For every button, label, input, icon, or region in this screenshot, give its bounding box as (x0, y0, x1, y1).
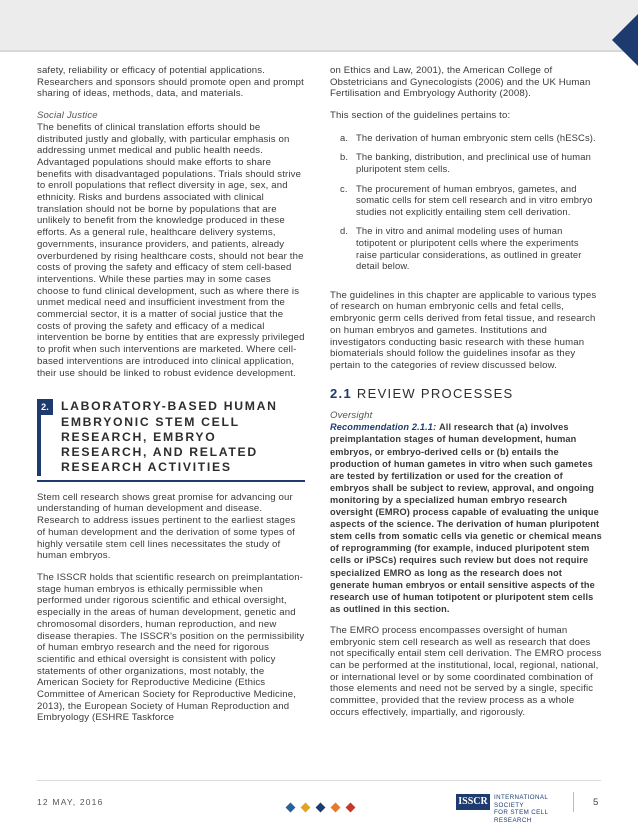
oversight-heading: Oversight (330, 409, 373, 421)
page-corner-tab (612, 14, 638, 66)
left-column (37, 65, 305, 724)
list-item: d. The in vitro and animal modeling uses of human totipotent or pluripotent cells where the experiments raise particular considerations, as outlined in greater detail below. (340, 225, 582, 272)
recommendation-2-1-1 (330, 421, 602, 615)
footer-separator (573, 792, 574, 812)
footer-diamonds (287, 798, 362, 810)
footer-date: 12 MAY, 2016 (37, 797, 104, 807)
recommendation-label: Recommendation 2.1.1: (330, 422, 437, 433)
header-divider (0, 50, 638, 52)
right-continuation: on Ethics and Law, 2001), the American College of Obstetricians and Gynecologists (2006) and the UK Human Fertilisation and Embryology Authority (2008). (330, 65, 591, 100)
diamond-icon (331, 803, 341, 813)
social-justice-text: The benefits of clinical translation efforts should be distributed justly and globally, with particular emphasis on addressing unmet medical and public health needs. Advantaged populations should make efforts to share benefits with disadvantaged populations. Trials should strive to enroll populations that reflect diversity in age, sex, and ethnicity. Risks and burdens associated with clinical translation should not be borne by populations that are unlikely to benefit from the knowledge produced in these efforts. As a general rule, healthcare delivery systems, governments, insurance providers, and patients, already overburdened by rising healthcare costs, should not bear the costs of proving the safety and efficacy of stem cell-based interventions. While these parties may in some cases choose to fund clinical development, such as where there is unmet medical need and insufficient investment from the commercial sector, it is a matter of social justice that the costs of proving the safety and efficacy of a medical intervention be borne by entities that are expressly privileged to profit when such interventions are marketed. Where cell-based interventions are introduced into clinical application, their use should be linked to robust evidence development. (37, 121, 305, 379)
diamond-icon (346, 803, 356, 813)
footer-divider (37, 780, 601, 781)
diamond-icon (301, 803, 311, 813)
right-column (330, 65, 602, 719)
list-item: c. The procurement of human embryos, gametes, and somatic cells for stem cell research and in vitro embryo studies not explicitly entailing stem cell derivation. (340, 182, 593, 217)
section-title: LABORATORY-BASED HUMAN EMBRYONIC STEM CELL RESEARCH, EMBRYO RESEARCH, AND RELATED RESEARCH ACTIVITIES (61, 399, 278, 475)
page-number: 5 (593, 797, 599, 808)
scope-list (330, 132, 602, 272)
section-para-1: Stem cell research shows great promise for advancing our understanding of human development and disease. Research to address issues pertinent to the earliest stages of human development and the derivation of some types of highly versatile stem cell lines necessitates the study of human embryos. (37, 491, 296, 562)
review-processes-heading: 2.1 REVIEW PROCESSES (330, 385, 514, 401)
section-number: 2. (37, 399, 53, 415)
diamond-icon (286, 803, 296, 813)
scope-lead-in: This section of the guidelines pertains to: (330, 110, 511, 122)
org-name: INTERNATIONAL SOCIETY FOR STEM CELL RESEARCH (494, 794, 549, 824)
header-band (0, 0, 638, 50)
isscr-logo: ISSCR (456, 794, 490, 810)
list-item: b. The banking, distribution, and preclinical use of human pluripotent stem cells. (340, 151, 591, 174)
social-justice-heading: Social Justice (37, 110, 98, 122)
diamond-icon (316, 803, 326, 813)
left-intro: safety, reliability or efficacy of potential applications. Researchers and sponsors should promote open and prompt sharing of ideas, methods, data, and materials. (37, 65, 304, 100)
emro-text: The EMRO process encompasses oversight of human embryonic stem cell research as well as research that does not specifically entail stem cell derivation. The EMRO process can be performed at the institutional, local, regional, national, or international level or by some coordinated combination of those elements and need not be served by a single, specific committee, provided that the review process as a whole occurs effectively, impartially, and rigorously. (330, 624, 602, 718)
list-item: a. The derivation of human embryonic stem cells (hESCs). (340, 131, 596, 143)
section-2-heading (37, 399, 305, 475)
recommendation-text: All research that (a) involves preimplantation stages of human development, human embryos, or embryo-derived cells or (b) entails the production of human gametes in vitro when such gametes are tested by fertilization or used for the creation of embryos shall be subject to review, approval, and ongoing monitoring by a specialized human embryo research oversight (EMRO) process capable of evaluating the unique aspects of the science. The derivation of human pluripotent stem cells from somatic cells via genetic or chemical means of reprogramming (for example, induced pluripotent stem cells or iPSCs) requires such review but does not require specialized EMRO as long as the research does not generate human embryos or entail sensitive aspects of the research use of human totipotent or pluripotent stem cells as outlined in this section. (330, 422, 602, 614)
section-para-2: The ISSCR holds that scientific research on preimplantation-stage human embryos is ethically permissible when performed under rigorous scientific and ethical oversight, especially in the areas of human development, genetic and chromosomal disorders, human reproduction, and new disease therapies. The ISSCR's position on the permissibility of human embryo research and the need for rigorous scientific and ethical oversight is consistent with policy statements of other organizations, most notably, the American Society for Reproductive Medicine (Ethics Committee of American Society for Reproductive Medicine, 2013), the European Society of Human Reproduction and Embryology (ESHRE Taskforce (37, 571, 305, 724)
applicability-text: The guidelines in this chapter are applicable to various types of research on human embryonic cells and fetal cells, embryonic germ cells derived from fetal tissue, and research on human embryos and gametes. Institutions and investigators conducting basic research with these human biomaterials should follow the guidelines insofar as they pertain to the categories of review discussed below. (330, 289, 597, 371)
